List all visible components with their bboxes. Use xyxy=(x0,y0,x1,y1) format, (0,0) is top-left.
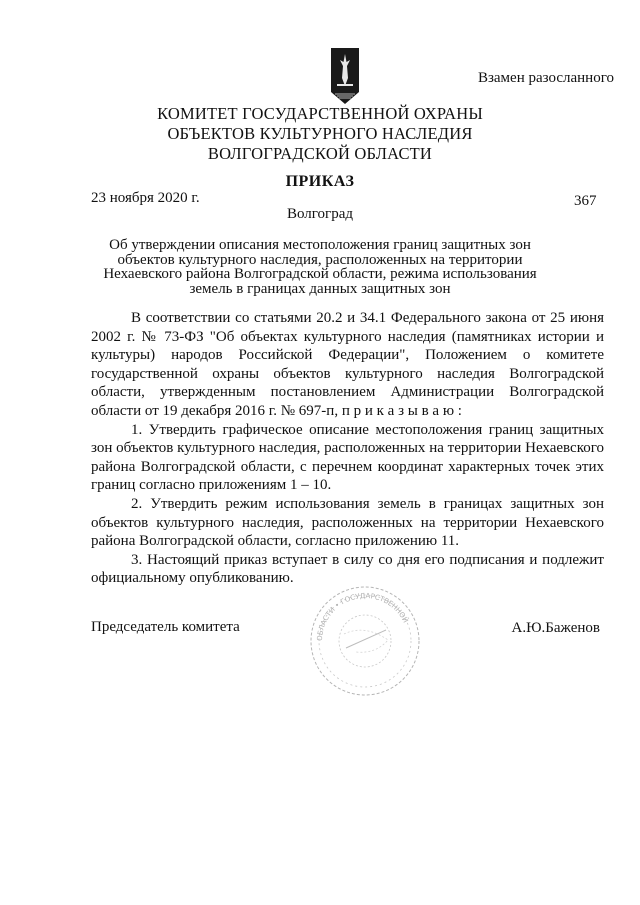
body-paragraph-preamble: В соответствии со статьями 20.2 и 34.1 Федерального закона от 25 июня 2002 г. № 73-ФЗ "Об объектах культурного наследия (памятниках истории и культуры) народов Российской Федерации", Положением о комитете государственной охраны объектов культурного наследия Волгоградской области, утвержденным постановлением Администрации Волгоградской области от 19 декабря 2016 г. № 697-п, п р и к а з ы в а ю : xyxy=(91,310,604,419)
body-paragraph-3: 3. Настоящий приказ вступает в силу со дня его подписания и подлежит официальному опубликованию. xyxy=(91,551,604,587)
official-seal-icon xyxy=(306,584,424,698)
body-paragraph-1: 1. Утвердить графическое описание местоположения границ защитных зон объектов культурного наследия, расположенных на территории Нехаевского района Волгоградской области, с перечнем координат характерных точек этих границ согласно приложениям 1 – 10. xyxy=(91,421,604,494)
coat-of-arms-icon xyxy=(331,48,359,104)
distribution-note: Взамен разосланного xyxy=(477,70,614,86)
body-paragraph-2: 2. Утвердить режим использования земель в границах защитных зон объектов культурного наследия, расположенных на территории Нехаевского района Волгоградской области, согласно приложению 11. xyxy=(91,495,604,550)
order-date: 23 ноября 2020 г. xyxy=(91,190,200,206)
org-line-1: КОМИТЕТ ГОСУДАРСТВЕННОЙ ОХРАНЫ xyxy=(157,104,483,123)
order-number: 367 xyxy=(574,193,597,209)
order-subject: Об утверждении описания местоположения границ защитных зон объектов культурного наследия, расположенных на территории Нехаевского района Волгоградской области, режима использования земель в границах данных защитных зон xyxy=(103,237,537,297)
document-title: ПРИКАЗ xyxy=(285,173,355,190)
org-line-3: ВОЛГОГРАДСКОЙ ОБЛАСТИ xyxy=(207,144,433,163)
org-line-2: ОБЪЕКТОВ КУЛЬТУРНОГО НАСЛЕДИЯ xyxy=(167,124,473,143)
order-city: Волгоград xyxy=(286,206,353,222)
organization-name xyxy=(0,104,640,164)
order-body xyxy=(91,309,604,588)
seal-text: ОБЛАСТИ • ГОСУДАРСТВЕННОЙ xyxy=(315,591,410,642)
signer-position: Председатель комитета xyxy=(91,619,240,635)
signer-name: А.Ю.Баженов xyxy=(511,620,600,636)
